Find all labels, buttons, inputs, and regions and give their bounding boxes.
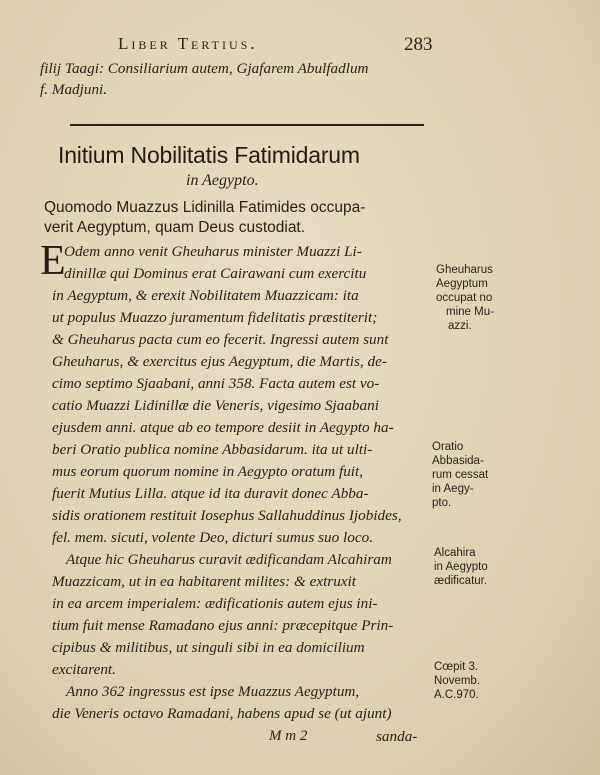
summary-line: verit Aegyptum, quam Deus custodiat. — [44, 219, 306, 236]
text-line: filij Taagi: Consiliarium autem, Gjafarem Abulfadlum — [40, 60, 369, 77]
body-line: in ea arcem imperialem: ædificationis autem ejus ini- — [52, 595, 378, 612]
body-line: catio Muazzi Lidinillæ die Veneris, vigesimo Sjaabani — [52, 397, 379, 414]
margin-note-line: in Aegypto — [434, 561, 488, 573]
body-line: beri Oratio publica nomine Abbasidarum. ita ut ulti- — [52, 441, 373, 458]
body-line: fel. mem. sicuti, volente Deo, dicturi sumus suo loco. — [52, 529, 373, 546]
body-line: die Veneris octavo Ramadani, habens apud se (ut ajunt) — [52, 705, 392, 722]
signature-mark: M m 2 — [269, 728, 308, 744]
margin-note-line: Aegyptum — [436, 278, 488, 290]
body-line: & Gheuharus pacta cum eo fecerit. Ingressi autem sunt — [52, 331, 389, 348]
body-line: Muazzicam, ut in ea habitarent milites: & extruxit — [52, 573, 356, 590]
body-line: mus eorum quorum nomine in Aegypto oratum fuit, — [52, 463, 364, 480]
running-title: Liber Tertius. — [118, 34, 258, 53]
margin-note-line: ædificatur. — [434, 575, 488, 587]
body-line: ejusdem anni. atque ab eo tempore desiit in Aegypto ha- — [52, 419, 394, 436]
body-line: cipibus & militibus, ut singuli sibi in ea domicilium — [52, 639, 365, 656]
margin-note-line: Cœpit 3. — [434, 661, 479, 673]
margin-note-line: pto. — [432, 497, 452, 509]
margin-note-line: Gheuharus — [436, 264, 493, 276]
margin-note-line: mine Mu- — [446, 306, 494, 318]
margin-note-line: Novemb. — [434, 675, 481, 687]
margin-note-line: rum cessat — [432, 469, 489, 481]
margin-note — [432, 440, 488, 510]
body-line: ut populus Muazzo juramentum fidelitatis præstiterit; — [52, 309, 378, 326]
margin-note-line: A.C.970. — [434, 689, 479, 701]
margin-note-line: in Aegy- — [432, 483, 474, 495]
margin-note-line: Abbasida- — [432, 455, 484, 467]
body-line: fuerit Mutius Lilla. atque id ita duravit donec Abba- — [52, 485, 369, 502]
margin-note-line: Alcahira — [434, 547, 476, 559]
section-divider — [70, 124, 424, 126]
margin-note-line: azzi. — [448, 320, 472, 332]
text-line: f. Madjuni. — [40, 81, 108, 98]
body-line: tium fuit mense Ramadano ejus anni: præcepitque Prin- — [52, 617, 394, 634]
body-line: in Aegyptum, & erexit Nobilitatem Muazzicam: ita — [52, 287, 359, 304]
catchword: sanda- — [376, 728, 418, 745]
body-line: Gheuharus, & exercitus ejus Aegyptum, die Martis, de- — [52, 353, 387, 370]
margin-note-line: occupat no — [436, 292, 493, 304]
body-line: cimo septimo Sjaabani, anni 358. Facta autem est vo- — [52, 375, 380, 392]
section-subtitle: in Aegypto. — [186, 172, 259, 189]
margin-note — [436, 263, 494, 333]
margin-note — [434, 660, 480, 702]
body-line: dinillæ qui Dominus erat Cairawani cum exercitu — [64, 265, 367, 282]
body-line: Odem anno venit Gheuharus minister Muazzi Li- — [64, 243, 362, 260]
body-line: Anno 362 ingressus est ipse Muazzus Aegyptum, — [66, 683, 360, 700]
body-line: sidis orationem restituit Iosephus Sallahuddinus Ijobides, — [52, 507, 402, 524]
drop-cap: E — [40, 238, 66, 284]
summary-line: Quomodo Muazzus Lidinilla Fatimides occupa- — [44, 199, 366, 216]
body-line: Atque hic Gheuharus curavit ædificandam Alcahiram — [66, 551, 392, 568]
margin-note — [434, 546, 488, 588]
page-number: 283 — [404, 34, 433, 55]
body-line: excitarent. — [52, 661, 116, 678]
section-title: Initium Nobilitatis Fatimidarum — [58, 142, 360, 168]
margin-note-line: Oratio — [432, 441, 464, 453]
